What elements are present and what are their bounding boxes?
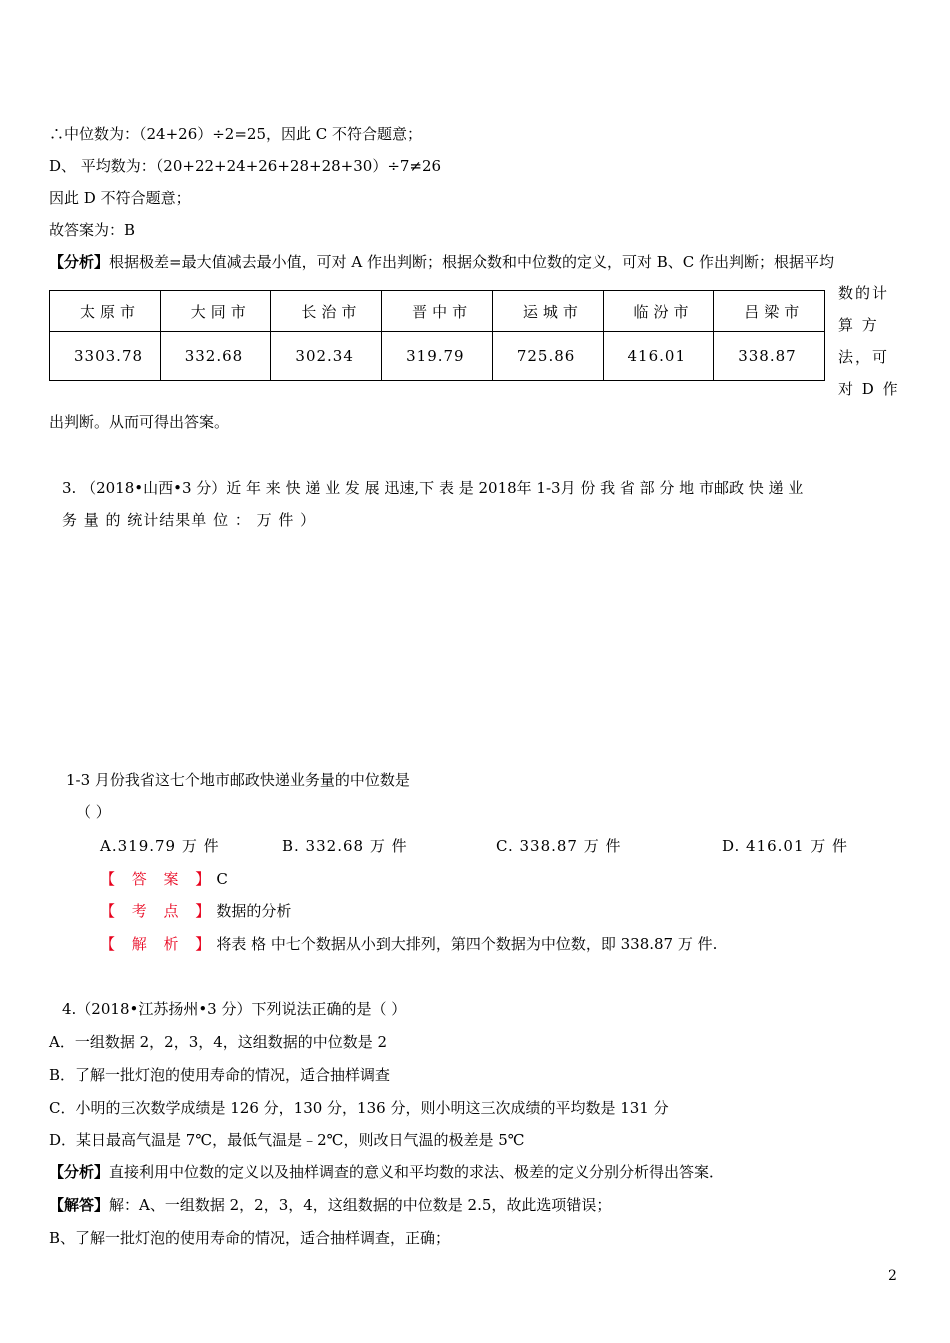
- analysis-text: 根据极差=最大值减去最小值，可对 A 作出判断；根据众数和中位数的定义，可对 B、C 作出判断；根据平均: [109, 253, 834, 271]
- answer-tag: 【 答 案 】: [100, 870, 217, 888]
- question-3-line: 务 量 的 统计结果单 位 ： 万 件 ）: [62, 511, 317, 529]
- table-header-cell: 运城市: [492, 291, 603, 332]
- side-text: 算 方: [838, 316, 879, 334]
- analysis-tag: 【分析】: [49, 253, 110, 271]
- table-cell: 338.87: [714, 332, 825, 381]
- solution-tag: 【解答】: [49, 1196, 110, 1214]
- table-header-row: [50, 291, 825, 332]
- table-header-cell: 大同市: [160, 291, 271, 332]
- side-text: 对 D 作: [838, 380, 900, 398]
- table-cell: 332.68: [160, 332, 271, 381]
- answer-paren: （ ）: [76, 803, 111, 821]
- answer-line: [100, 869, 228, 889]
- table-header-cell: 长治市: [271, 291, 382, 332]
- table-row: [50, 332, 825, 381]
- question-3-stem: 1-3 月份我省这七个地市邮政快递业务量的中位数是: [66, 771, 410, 789]
- text-line: 因此 D 不符合题意；: [49, 189, 191, 207]
- keypoint-tag: 【 考 点 】: [100, 902, 217, 920]
- solution-line: [100, 934, 717, 954]
- answer-value: C: [216, 870, 228, 888]
- analysis-line: [49, 1162, 724, 1182]
- option-c: C. 338.87 万 件: [496, 837, 622, 855]
- question-3-line: 3. （2018•山西•3 分）近 年 来 快 递 业 发 展 迅速,下 表 是 2018年 1-3月 份 我 省 部 分 地 市邮政 快 递 业: [62, 479, 804, 497]
- table-header-cell: 太原市: [50, 291, 161, 332]
- option-d: D. 416.01 万 件: [722, 837, 849, 855]
- question-4-option: A．一组数据 2，2，3，4，这组数据的中位数是 2: [49, 1033, 388, 1051]
- solution-line: [49, 1195, 611, 1215]
- question-4-option: B．了解一批灯泡的使用寿命的情况，适合抽样调查: [49, 1066, 391, 1084]
- analysis-line: [49, 252, 834, 272]
- table-cell: 302.34: [271, 332, 382, 381]
- keypoint-line: [100, 901, 291, 921]
- solution-text: 将表 格 中七个数据从小到大排列，第四个数据为中位数，即 338.87 万 件.: [216, 935, 718, 953]
- analysis-text: 直接利用中位数的定义以及抽样调查的意义和平均数的求法、极差的定义分别分析得出答案．: [109, 1163, 725, 1181]
- text-line: B、了解一批灯泡的使用寿命的情况，适合抽样调查，正确；: [49, 1229, 451, 1247]
- question-4-option: D．某日最高气温是 7℃，最低气温是﹣2℃，则改日气温的极差是 5℃: [49, 1131, 525, 1149]
- option-a: A.319.79 万 件: [100, 837, 220, 855]
- table-header-cell: 晋中市: [382, 291, 493, 332]
- text-line: 故答案为：B: [49, 221, 136, 239]
- text-line: ∴中位数为：（24+26）÷2=25，因此 C 不符合题意；: [49, 125, 423, 143]
- table-header-cell: 吕梁市: [714, 291, 825, 332]
- solution-tag: 【 解 析 】: [100, 935, 217, 953]
- analysis-tag: 【分析】: [49, 1163, 110, 1181]
- table-cell: 416.01: [603, 332, 714, 381]
- table-header-cell: 临汾市: [603, 291, 714, 332]
- express-volume-table: [49, 290, 825, 381]
- side-text: 法，可: [838, 348, 890, 366]
- side-text: 数的计: [838, 284, 890, 302]
- question-4-option: C．小明的三次数学成绩是 126 分，130 分，136 分，则小明这三次成绩的平均数是 131 分: [49, 1099, 669, 1117]
- text-line: 出判断。从而可得出答案。: [49, 413, 230, 431]
- page-number: 2: [888, 1268, 897, 1284]
- table-cell: 319.79: [382, 332, 493, 381]
- text-line: D、 平均数为：（20+22+24+26+28+28+30）÷7≠26: [49, 157, 442, 175]
- keypoint-value: 数据的分析: [216, 902, 292, 920]
- table-cell: 725.86: [492, 332, 603, 381]
- table-cell: 3303.78: [50, 332, 161, 381]
- question-4-title: 4.（2018•江苏扬州•3 分）下列说法正确的是（ ）: [62, 1000, 407, 1018]
- solution-text: 解：A、一组数据 2，2，3，4，这组数据的中位数是 2.5，故此选项错误；: [109, 1196, 612, 1214]
- option-b: B. 332.68 万 件: [282, 837, 408, 855]
